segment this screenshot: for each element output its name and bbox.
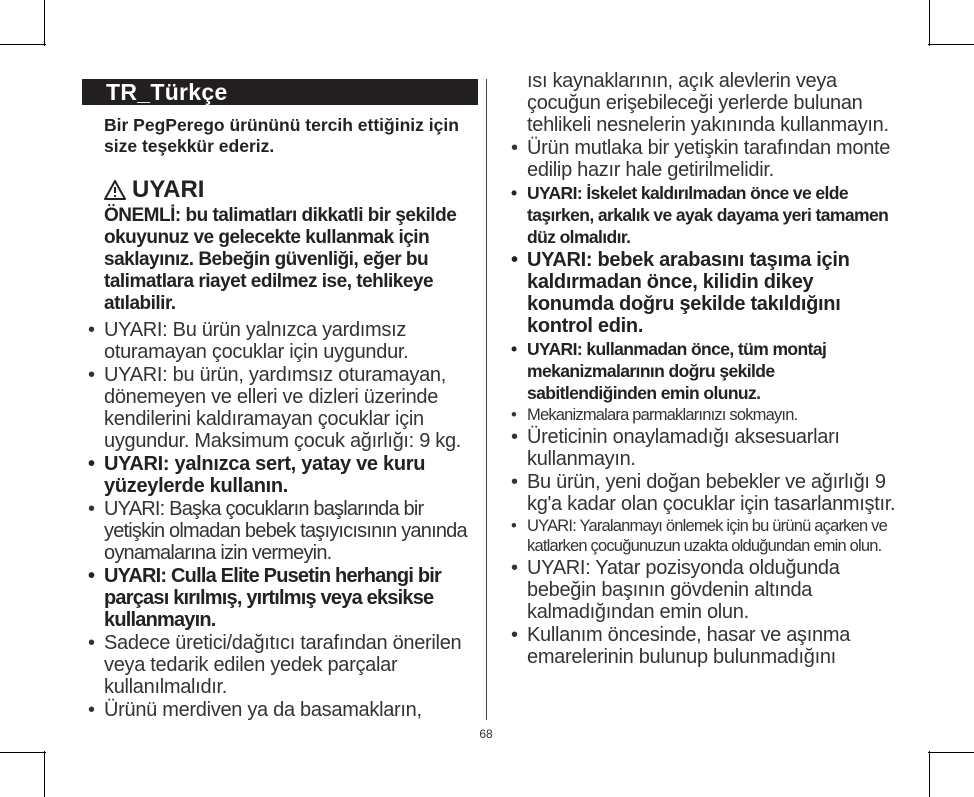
list-item: • Mekanizmalara parmaklarınızı sokmayın. [511, 406, 798, 424]
column-divider [486, 79, 487, 720]
thanks-text: Bir PegPerego ürününü tercih ettiğiniz için size teşekkür ederiz. [104, 115, 459, 156]
list-item: • Kullanım öncesinde, hasar ve aşınma emarelerinin bulunup bulunmadığını [511, 624, 851, 668]
left-column [82, 79, 478, 722]
left-warning-list [82, 319, 478, 721]
section-header: TR_Türkçe [82, 79, 478, 105]
right-column [505, 70, 897, 669]
crop-mark [44, 751, 45, 797]
list-item: • Ürün mutlaka bir yetişkin tarafından monte edilip hazır hale getirilmelidir. [511, 137, 891, 181]
list-item: • Sadece üretici/dağıtıcı tarafından önerilen veya tedarik edilen yedek parçalar kullanılmalıdır. [88, 632, 462, 698]
list-item: • UYARI: bu ürün, yardımsız oturamayan, dönemeyen ve elleri ve dizleri üzerinde kendilerini kaldıramayan çocuklar için uygundur. Maksimum çocuk ağırlığı: 9 kg. [88, 364, 462, 452]
page-number: 68 [479, 727, 493, 741]
list-item: • UYARI: kullanmadan önce, tüm montaj mekanizmalarının doğru şekilde sabitlendiğinden emin olunuz. [511, 339, 827, 403]
list-item: • UYARI: Başka çocukların başlarında bir yetişkin olmadan bebek taşıyıcısının yanında oynamalarına izin vermeyin. [88, 498, 467, 564]
important-notice: ÖNEMLİ: bu talimatları dikkatli bir şekilde okuyunuz ve gelecekte kullanmak için saklayınız. Bebeğin güvenliği, eğer bu talimatlara riayet edilmez ise, tehlikeye atılabilir. [104, 205, 457, 314]
right-warning-list [505, 70, 897, 668]
list-item: • UYARI: Culla Elite Pusetin herhangi bir parçası kırılmış, yırtılmış veya eksikse kullanmayın. [88, 565, 442, 631]
crop-mark [44, 0, 45, 46]
crop-mark [928, 752, 974, 753]
list-item: • Üreticinin onaylamadığı aksesuarları kullanmayın. [511, 426, 840, 470]
list-item-continuation: ısı kaynaklarının, açık alevlerin veya çocuğun erişebileceği yerlerde bulunan tehlikeli nesnelerin yakınında kullanmayın. [527, 70, 889, 136]
list-item: • UYARI: yalnızca sert, yatay ve kuru yüzeylerde kullanın. [88, 453, 426, 497]
list-item: • UYARI: Bu ürün yalnızca yardımsız oturamayan çocuklar için uygundur. [88, 319, 409, 363]
list-item: • Bu ürün, yeni doğan bebekler ve ağırlığı 9 kg'a kadar olan çocuklar için tasarlanmıştır. [511, 471, 896, 515]
crop-mark [0, 752, 46, 753]
crop-mark [0, 44, 46, 45]
crop-mark [928, 44, 974, 45]
list-item: • UYARI: Yatar pozisyonda olduğunda bebeğin başının gövdenin altında kalmadığından emin olun. [511, 557, 840, 623]
list-item: • UYARI: İskelet kaldırılmadan önce ve elde taşırken, arkalık ve ayak dayama yeri tamamen düz olmalıdır. [511, 183, 889, 247]
warning-title: UYARI [132, 176, 205, 203]
warning-heading [104, 177, 478, 203]
crop-mark [929, 751, 930, 797]
list-item: • UYARI: bebek arabasını taşıma için kaldırmadan önce, kilidin dikey konumda doğru şekilde takıldığını kontrol edin. [511, 249, 850, 337]
list-item: • UYARI: Yaralanmayı önlemek için bu ürünü açarken ve katlarken çocuğunuzun uzakta olduğundan emin olun. [511, 517, 887, 555]
warning-triangle-icon [104, 180, 126, 200]
list-item: • Ürünü merdiven ya da basamakların, [88, 699, 422, 721]
crop-mark [929, 0, 930, 46]
